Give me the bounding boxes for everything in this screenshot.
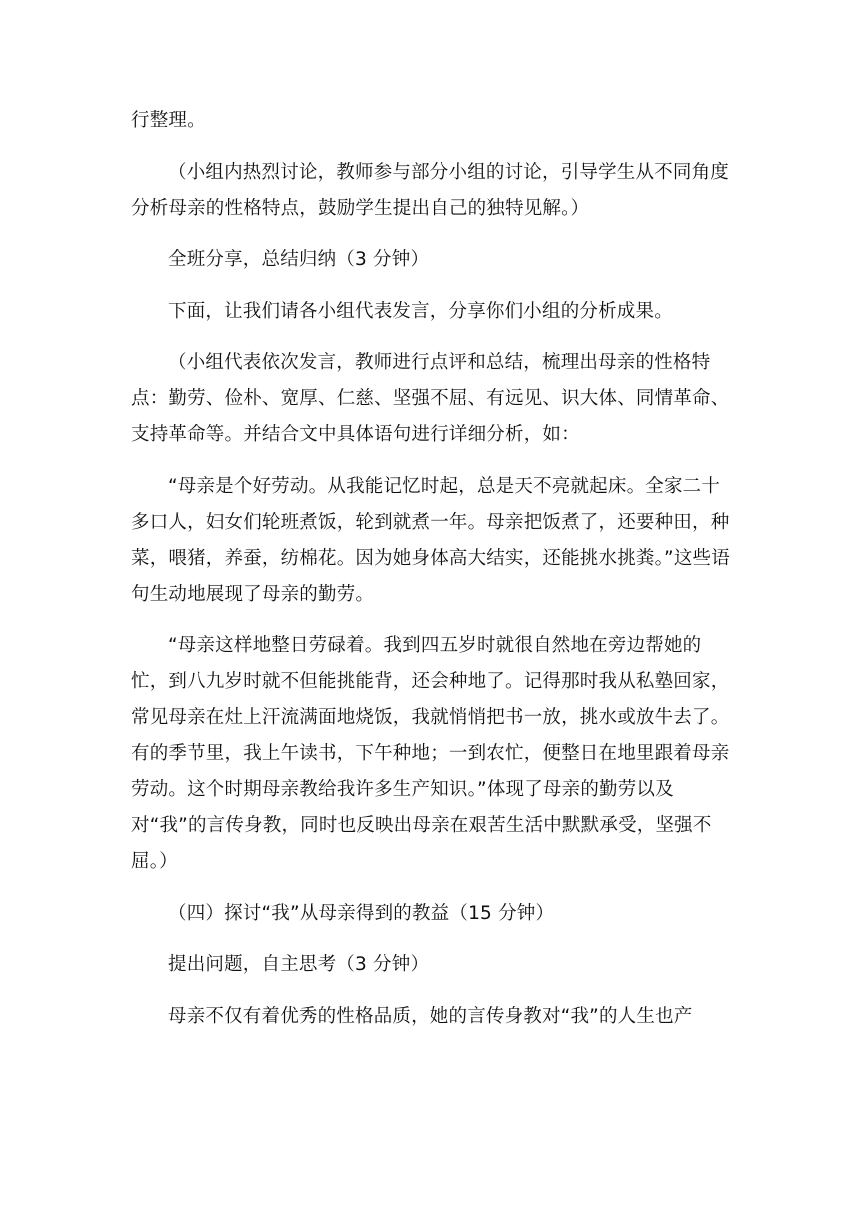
paragraph-question-heading: 提出问题，自主思考（3 分钟）: [168, 954, 430, 975]
section-heading-lessons: （四）探讨“我”从母亲得到的教益（15 分钟）: [168, 902, 555, 924]
paragraph-mother-influence: 母亲不仅有着优秀的性格品质，她的言传身教对“我”的人生也产: [168, 1005, 693, 1027]
paragraph-class-sharing-heading: 全班分享，总结归纳（3 分钟）: [168, 249, 430, 270]
paragraph-quote-hardworking: “母亲是个好劳动。从我能记忆时起，总是天不亮就起床。全家二十多口人，妇女们轮班煮饭，轮到就煮一年。母亲把饭煮了，还要种田，种菜，喂猪，养蚕，纺棉花。因为她身体高大结实，还能挑水挑粪。”这些语句生动地展现了母亲的勤劳。: [131, 475, 730, 605]
paragraph-quote-teaching: “母亲这样地整日劳碌着。我到四五岁时就很自然地在旁边帮她的忙，到八九岁时就不但能挑能背，还会种地了。记得那时我从私塾回家，常见母亲在灶上汗流满面地烧饭，我就悄悄把书一放，挑水或放牛去了。有的季节里，我上午读书，下午种地；一到农忙，便整日在地里跟着母亲劳动。这个时期母亲教给我许多生产知识。”体现了母亲的勤劳以及对“我”的言传身教，同时也反映出母亲在艰苦生活中默默承受，坚强不屈。）: [131, 635, 730, 872]
paragraph-character-summary: （小组代表依次发言，教师进行点评和总结，梳理出母亲的性格特点：勤劳、俭朴、宽厚、仁慈、坚强不屈、有远见、识大体、同情革命、支持革命等。并结合文中具体语句进行详细分析，如：: [131, 352, 730, 445]
paragraph-group-discussion: （小组内热烈讨论，教师参与部分小组的讨论，引导学生从不同角度分析母亲的性格特点，鼓励学生提出自己的独特见解。）: [131, 161, 730, 219]
document-body: [131, 103, 731, 1050]
paragraph-invite-speakers: 下面，让我们请各小组代表发言，分享你们小组的分析成果。: [168, 300, 673, 322]
paragraph-continuation: 行整理。: [131, 110, 206, 131]
